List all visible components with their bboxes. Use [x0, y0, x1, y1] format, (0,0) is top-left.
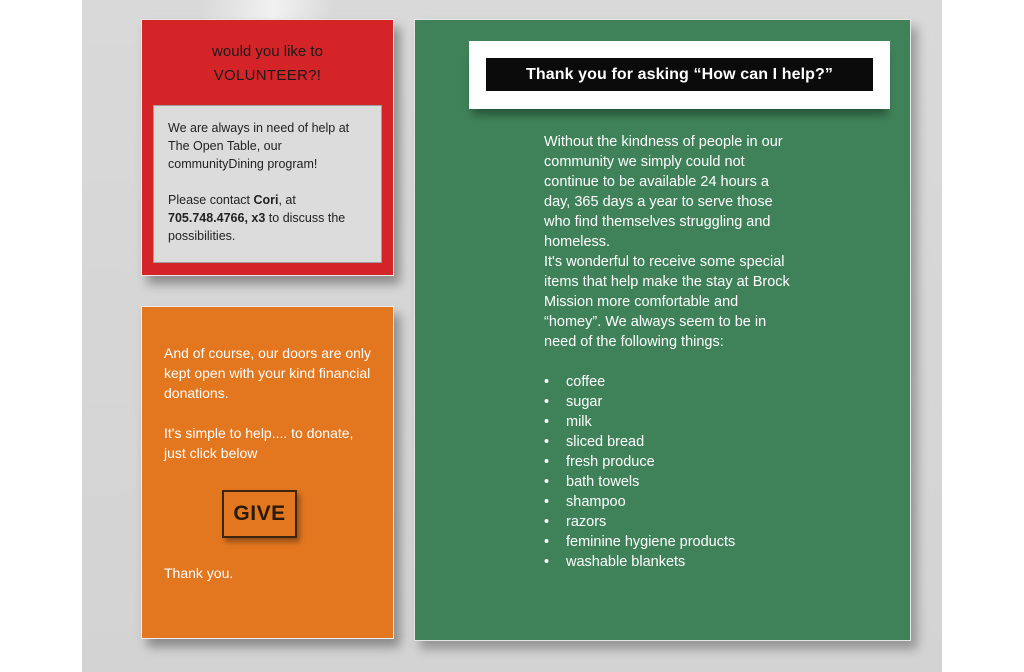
- list-item: [544, 492, 794, 512]
- donate-thanks-text: Thank you.: [164, 565, 234, 581]
- bullet-icon: •: [544, 514, 550, 530]
- list-item: [544, 372, 794, 392]
- volunteer-contact-text: [168, 191, 367, 245]
- bullet-icon: •: [544, 434, 550, 450]
- list-item: [544, 452, 794, 472]
- bullet-icon: •: [544, 454, 550, 470]
- list-item-label: shampoo: [566, 494, 626, 510]
- volunteer-heading-line1: would you like to: [212, 43, 323, 60]
- donate-text: [164, 343, 379, 463]
- list-item: [544, 472, 794, 492]
- volunteer-intro-text: We are always in need of help at The Open Table, our communityDining program!: [168, 121, 350, 171]
- needs-list: [544, 372, 794, 572]
- list-item: [544, 432, 794, 452]
- list-item-label: sliced bread: [566, 434, 645, 450]
- bullet-icon: •: [544, 474, 550, 490]
- bullet-icon: •: [544, 374, 550, 390]
- volunteer-heading: [142, 40, 393, 88]
- bullet-icon: •: [544, 414, 550, 430]
- contact-phone: 705.748.4766, x3: [168, 211, 266, 225]
- help-banner: [469, 41, 890, 109]
- help-needs-text: It's wonderful to receive some special items that help make the stay at Brock Mission more comfortable and “homey”. We always seem to be in need of the following things:: [544, 254, 790, 350]
- donate-instruction-text: It's simple to help.... to donate, just click below: [164, 425, 354, 461]
- help-banner-title: Thank you for asking “How can I help?”: [486, 58, 873, 91]
- list-item: [544, 412, 794, 432]
- list-item: [544, 552, 794, 572]
- contact-mid: , at: [278, 193, 296, 207]
- list-item-label: fresh produce: [566, 454, 655, 470]
- volunteer-info-box: [153, 105, 382, 263]
- help-body: [544, 132, 794, 572]
- list-item: [544, 532, 794, 552]
- donate-intro-text: And of course, our doors are only kept open with your kind financial donations.: [164, 345, 372, 401]
- help-intro-text: Without the kindness of people in our community we simply could not continue to be available 24 hours a day, 365 days a year to serve those who find themselves struggling and homeless.: [544, 134, 783, 250]
- help-card: [414, 19, 911, 641]
- give-button[interactable]: GIVE: [222, 490, 297, 538]
- bullet-icon: •: [544, 534, 550, 550]
- donate-card: [141, 306, 394, 639]
- bullet-icon: •: [544, 494, 550, 510]
- bullet-icon: •: [544, 554, 550, 570]
- list-item: [544, 512, 794, 532]
- list-item-label: washable blankets: [566, 554, 686, 570]
- contact-suffix: to discuss the possibilities.: [168, 211, 346, 243]
- list-item-label: feminine hygiene products: [566, 534, 736, 550]
- list-item-label: bath towels: [566, 474, 640, 490]
- list-item-label: razors: [566, 514, 607, 530]
- volunteer-card: [141, 19, 394, 276]
- contact-name: Cori: [253, 193, 279, 207]
- bullet-icon: •: [544, 394, 550, 410]
- list-item-label: milk: [566, 414, 592, 430]
- list-item-label: coffee: [566, 374, 606, 390]
- list-item-label: sugar: [566, 394, 603, 410]
- volunteer-heading-line2: VOLUNTEER?!: [213, 67, 322, 84]
- contact-prefix: Please contact: [168, 193, 254, 207]
- list-item: [544, 392, 794, 412]
